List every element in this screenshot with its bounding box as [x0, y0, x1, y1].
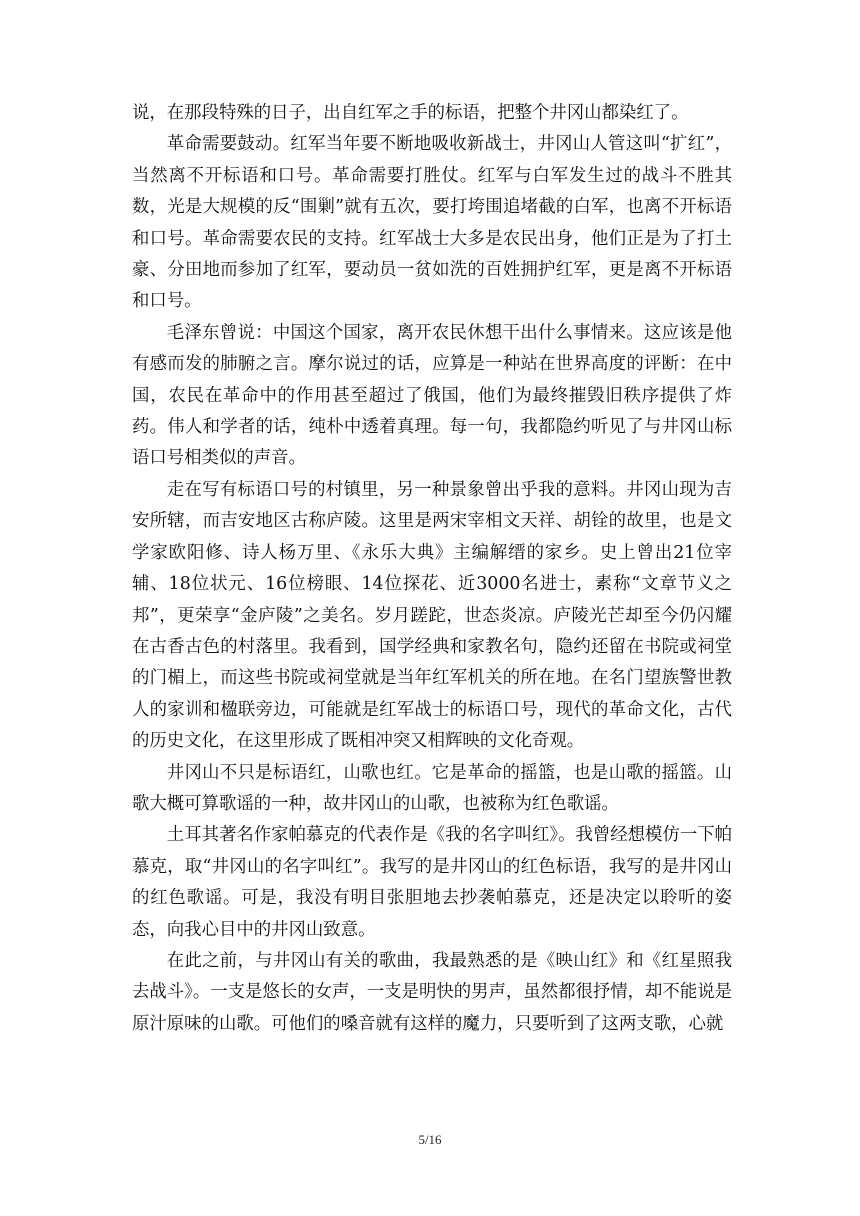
paragraph-3: 毛泽东曾说：中国这个国家，离开农民休想干出什么事情来。这应该是他有感而发的肺腑之言。摩尔说过的话，应算是一种站在世界高度的评断：在中国，农民在革命中的作用甚至超过了俄国，他们为最终摧毁旧秩序提供了炸药。伟人和学者的话，纯朴中透着真理。每一句，我都隐约听见了与井冈山标语口号相类似的声音。: [132, 322, 732, 469]
page-number: 5/16: [418, 1132, 442, 1147]
paragraph-4: 走在写有标语口号的村镇里，另一种景象曾出乎我的意料。井冈山现为吉安所辖，而吉安地区古称庐陵。这里是两宋宰相文天祥、胡铨的故里，也是文学家欧阳修、诗人杨万里、《永乐大典》主编解缙的家乡。史上曾出21位宰辅、18位状元、16位榜眼、14位探花、近3000名进士，素称“文章节义之邦”，更荣享“金庐陵”之美名。岁月蹉跎，世态炎凉。庐陵光芒却至今仍闪耀在古香古色的村落里。我看到，国学经典和家教名句，隐约还留在书院或祠堂的门楣上，而这些书院或祠堂就是当年红军机关的所在地。在名门望族警世教人的家训和楹联旁边，可能就是红军战士的标语口号，现代的革命文化，古代的历史文化，在这里形成了既相冲突又相辉映的文化奇观。: [132, 479, 732, 752]
paragraph-6: 土耳其著名作家帕慕克的代表作是《我的名字叫红》。我曾经想模仿一下帕慕克，取“井冈山的名字叫红”。我写的是井冈山的红色标语，我写的是井冈山的红色歌谣。可是，我没有明目张胆地去抄袭帕慕克，还是决定以聆听的姿态，向我心目中的井冈山致意。: [132, 825, 732, 940]
paragraph-5: 井冈山不只是标语红，山歌也红。它是革命的摇篮，也是山歌的摇篮。山歌大概可算歌谣的一种，故井冈山的山歌，也被称为红色歌谣。: [132, 762, 732, 814]
paragraph-2: 革命需要鼓动。红军当年要不断地吸收新战士，井冈山人管这叫“扩红”，当然离不开标语和口号。革命需要打胜仗。红军与白军发生过的战斗不胜其数，光是大规模的反“围剿”就有五次，要打垮围追堵截的白军，也离不开标语和口号。革命需要农民的支持。红军战士大多是农民出身，他们正是为了打土豪、分田地而参加了红军，要动员一贫如洗的百姓拥护红军，更是离不开标语和口号。: [132, 134, 732, 312]
paragraph-1: 说，在那段特殊的日子，出自红军之手的标语，把整个井冈山都染红了。: [132, 103, 689, 123]
paragraph-7: 在此之前，与井冈山有关的歌曲，我最熟悉的是《映山红》和《红星照我去战斗》。一支是悠长的女声，一支是明快的男声，虽然都很抒情，却不能说是原汁原味的山歌。可他们的嗓音就有这样的魔力，只要听到了这两支歌，心就: [132, 950, 732, 1034]
document-body: [132, 98, 732, 1040]
